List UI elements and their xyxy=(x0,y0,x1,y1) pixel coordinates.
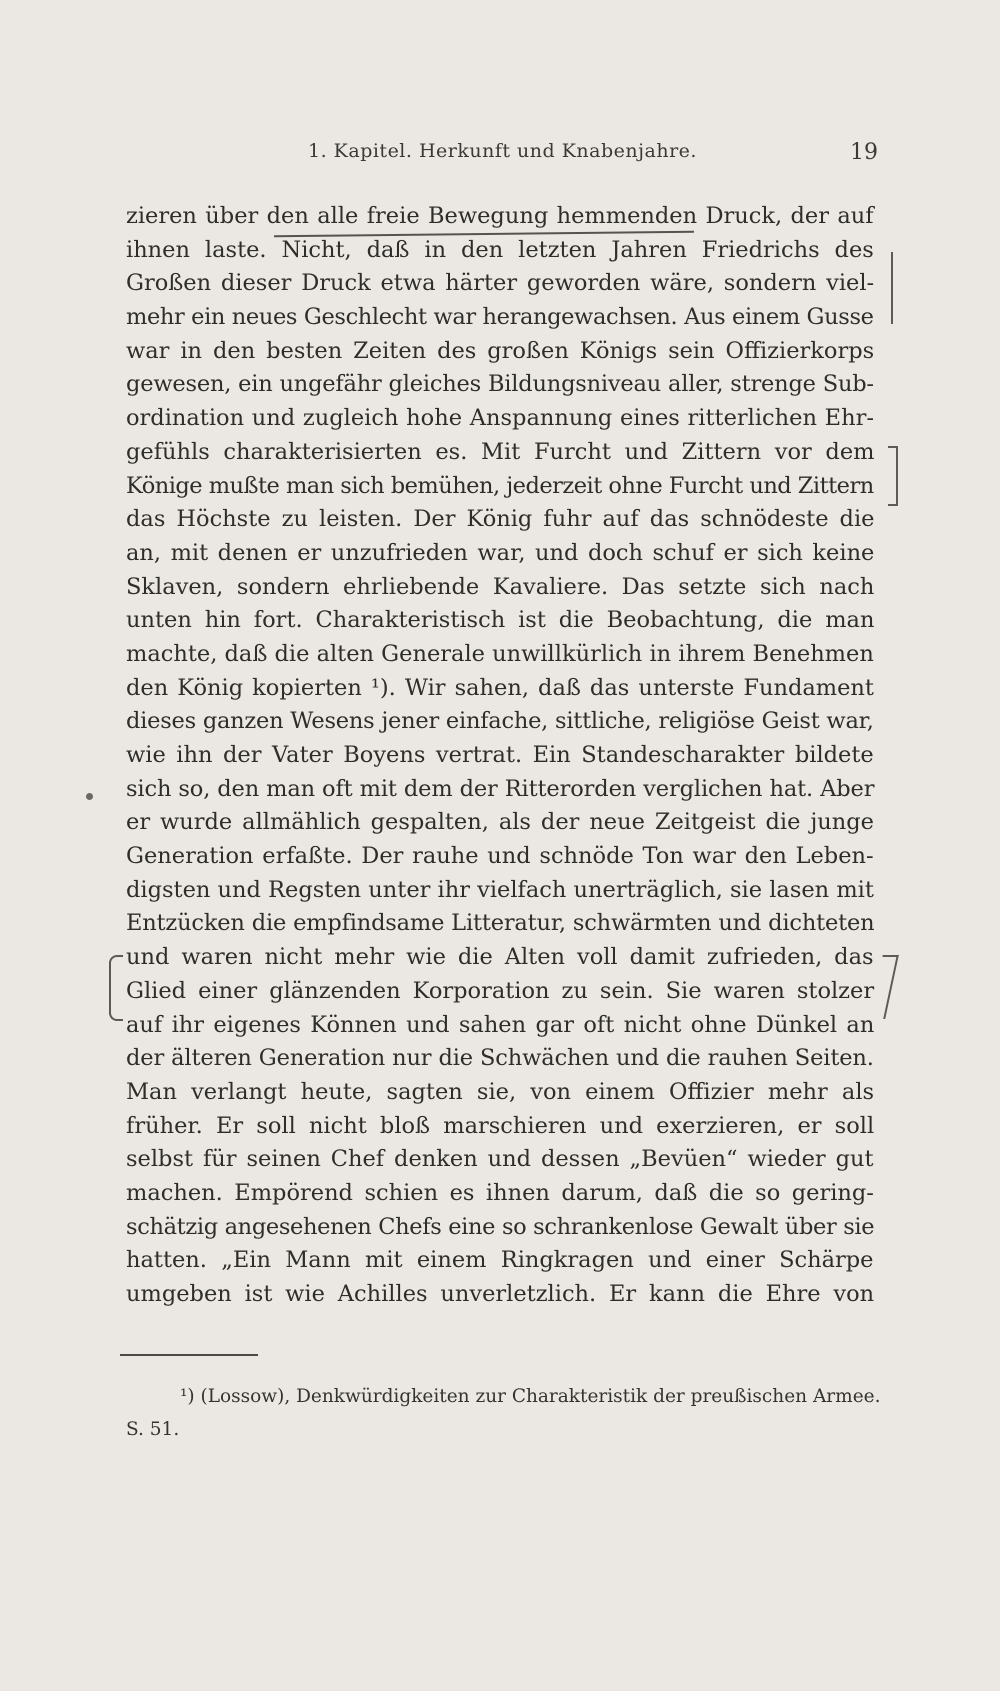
text-line: zieren über den alle freie Bewegung hemmenden Druck, der auf xyxy=(126,203,874,229)
text-line: früher. Er soll nicht bloß marschieren und exerzieren, er soll xyxy=(126,1112,875,1139)
text-line: das Höchste zu leisten. Der König fuhr auf das schnödeste die xyxy=(126,506,875,533)
text-line: Großen dieser Druck etwa härter geworden wäre, sondern viel- xyxy=(126,270,875,297)
text-line: an, mit denen er unzufrieden war, und doch schuf er sich keine xyxy=(126,539,875,566)
body-text xyxy=(126,200,874,1312)
running-header xyxy=(0,140,1000,174)
footnote-line: ¹) (Lossow), Denkwürdigkeiten zur Charakteristik der preußischen Armee. xyxy=(180,1386,881,1407)
text-line: wie ihn der Vater Boyens vertrat. Ein Standescharakter bildete xyxy=(126,742,874,768)
text-line: er wurde allmählich gespalten, als der neue Zeitgeist die junge xyxy=(126,809,874,836)
text-line: gefühls charakterisierten es. Mit Furcht und Zittern vor dem xyxy=(126,438,875,465)
margin-bracket-2 xyxy=(888,446,898,506)
text-line: sich so, den man oft mit dem der Ritterorden verglichen hat. Aber xyxy=(126,775,875,802)
text-line: machte, daß die alten Generale unwillkürlich in ihrem Benehmen xyxy=(126,640,874,667)
margin-mark-1 xyxy=(885,252,893,324)
page-number: 19 xyxy=(850,140,878,165)
text-line: den König kopierten ¹). Wir sahen, daß das unterste Fundament xyxy=(126,674,874,701)
chapter-heading: 1. Kapitel. Herkunft und Knabenjahre. xyxy=(308,140,697,162)
text-line: auf ihr eigenes Können und sahen gar oft nicht ohne Dünkel an xyxy=(126,1011,875,1038)
text-line: Generation erfaßte. Der rauhe und schnöde Ton war den Leben- xyxy=(126,843,874,870)
text-line: machen. Empörend schien es ihnen darum, daß die so gering- xyxy=(126,1179,874,1206)
text-line: Könige mußte man sich bemühen, jederzeit ohne Furcht und Zittern xyxy=(126,472,874,499)
text-line: war in den besten Zeiten des großen Königs sein Offizierkorps xyxy=(126,337,875,364)
text-line: Man verlangt heute, sagten sie, von einem Offizier mehr als xyxy=(126,1078,875,1105)
text-line: Sklaven, sondern ehrliebende Kavaliere. Das setzte sich nach xyxy=(126,573,875,600)
text-line: der älteren Generation nur die Schwächen und die rauhen Seiten. xyxy=(126,1045,874,1072)
text-line: mehr ein neues Geschlecht war herangewachsen. Aus einem Gusse xyxy=(126,304,874,331)
text-line: hatten. „Ein Mann mit einem Ringkragen und einer Schärpe xyxy=(126,1247,874,1274)
footnote-divider xyxy=(120,1354,258,1356)
text-line: Entzücken die empfindsame Litteratur, schwärmten und dichteten xyxy=(126,910,875,937)
text-line: Glied einer glänzenden Korporation zu sein. Sie waren stolzer xyxy=(126,977,875,1004)
text-line: ihnen laste. Nicht, daß in den letzten Jahren Friedrichs des xyxy=(126,236,874,263)
footnote-line: S. 51. xyxy=(126,1419,180,1440)
text-line: schätzig angesehenen Chefs eine so schrankenlose Gewalt über sie xyxy=(126,1213,875,1240)
text-line: unten hin fort. Charakteristisch ist die Beobachtung, die man xyxy=(126,607,875,634)
text-line: gewesen, ein ungefähr gleiches Bildungsniveau aller, strenge Sub- xyxy=(126,371,874,398)
text-line: ordination und zugleich hohe Anspannung eines ritterlichen Ehr- xyxy=(126,405,874,432)
margin-dot xyxy=(86,793,93,800)
text-line: und waren nicht mehr wie die Alten voll damit zufrieden, das xyxy=(126,944,874,971)
text-line: umgeben ist wie Achilles unverletzlich. Er kann die Ehre von xyxy=(126,1281,875,1307)
text-line: digsten und Regsten unter ihr vielfach unerträglich, sie lasen mit xyxy=(126,876,874,903)
text-line: dieses ganzen Wesens jener einfache, sittliche, religiöse Geist war, xyxy=(126,708,874,735)
footnote xyxy=(126,1380,881,1446)
text-line: selbst für seinen Chef denken und dessen „Bevüen“ wieder gut xyxy=(126,1146,874,1173)
margin-bracket-left xyxy=(109,955,123,1021)
